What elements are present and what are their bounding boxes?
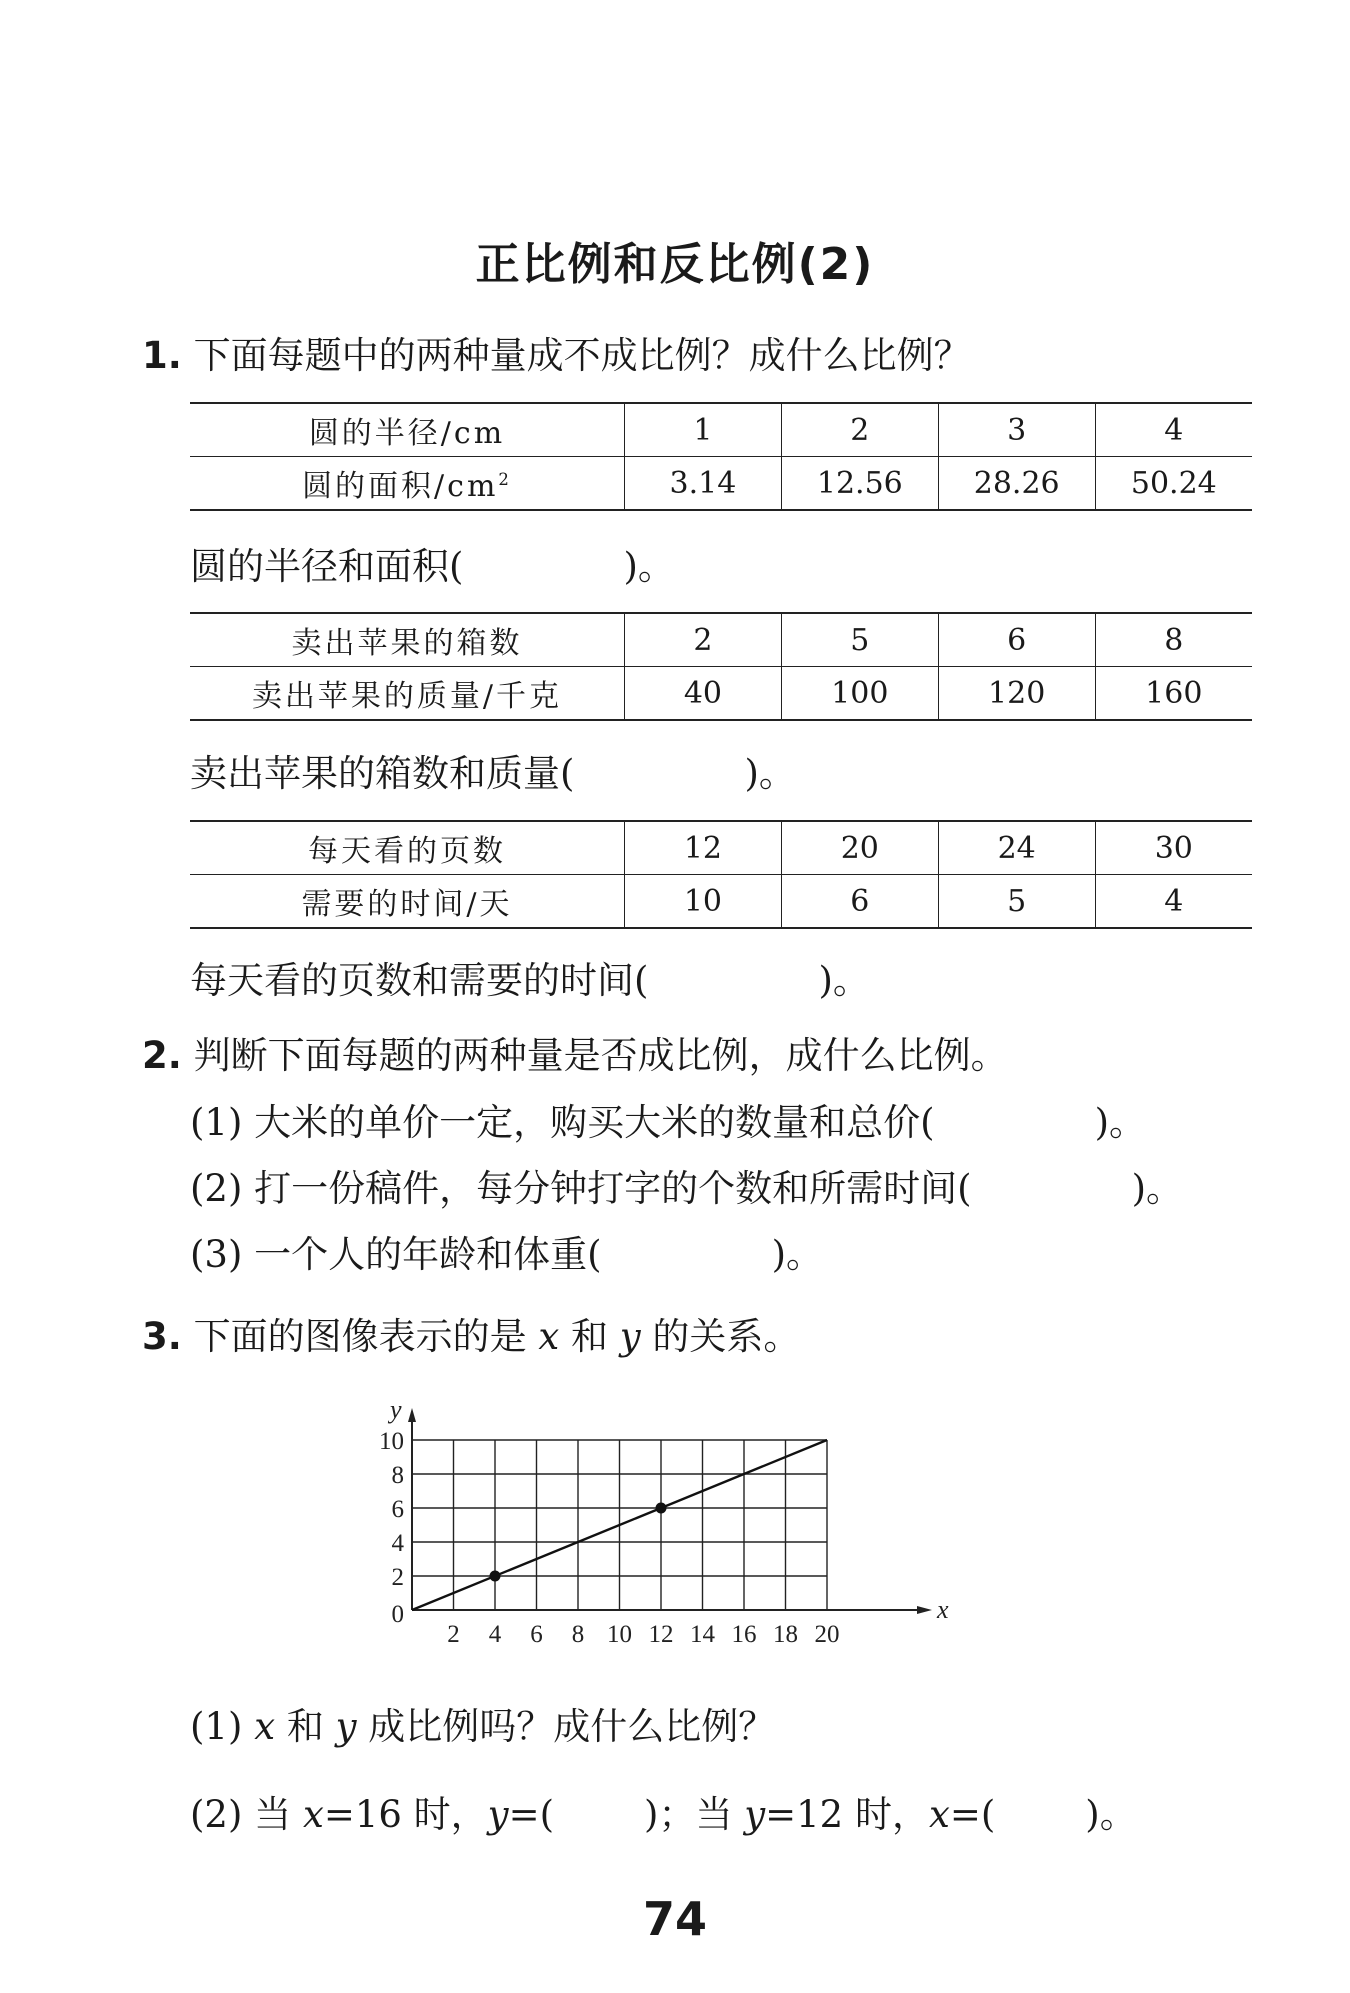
x-tick-label: 8 xyxy=(571,1621,585,1648)
x-tick-label: 18 xyxy=(773,1621,798,1648)
table-cell: 24 xyxy=(938,821,1095,875)
x-tick-label: 12 xyxy=(648,1621,674,1648)
sub-question: 成比例吗？成什么比例？ xyxy=(368,1705,776,1748)
word-and: 和 xyxy=(570,1315,608,1358)
chart-axes xyxy=(408,1408,932,1614)
q2-item-2 xyxy=(190,1158,1183,1212)
question-close: )。 xyxy=(744,752,796,795)
y-axis-label: y xyxy=(390,1395,402,1424)
table-row xyxy=(190,875,1252,929)
y-tick-label: 8 xyxy=(391,1462,404,1489)
y-tick-label: 4 xyxy=(391,1530,404,1557)
origin-label: 0 xyxy=(391,1601,404,1628)
table-cell: 10 xyxy=(625,875,782,929)
superscript: 2 xyxy=(498,470,512,489)
var-y: y xyxy=(744,1793,766,1836)
y-tick-label: 6 xyxy=(391,1496,404,1523)
question-close: )。 xyxy=(1094,1101,1147,1144)
x-tick-label: 16 xyxy=(731,1621,757,1648)
table-cell: 2 xyxy=(781,403,938,457)
row-label: 需要的时间/天 xyxy=(190,875,625,929)
q3-number: 3. xyxy=(142,1315,182,1358)
q2-item-3 xyxy=(190,1224,823,1278)
table-cell: 8 xyxy=(1095,613,1252,667)
q1-prompt-line xyxy=(142,325,971,379)
q1a-answer-line xyxy=(190,536,675,590)
table-cell: 28.26 xyxy=(938,457,1095,511)
x-axis-arrow xyxy=(917,1606,932,1614)
q2-item-1 xyxy=(190,1092,1146,1146)
table-row xyxy=(190,667,1252,721)
sub-text: )；当 xyxy=(644,1793,733,1836)
question-text: 每天看的页数和需要的时间( xyxy=(190,959,649,1002)
var-y: y xyxy=(487,1793,509,1836)
table-cell: 12.56 xyxy=(781,457,938,511)
table-row xyxy=(190,403,1252,457)
q2-number: 2. xyxy=(142,1034,182,1077)
y-axis-arrow xyxy=(408,1408,416,1422)
question-close: )。 xyxy=(818,959,870,1002)
table-cell: 20 xyxy=(781,821,938,875)
table-cell: 5 xyxy=(938,875,1095,929)
table-cell: 6 xyxy=(938,613,1095,667)
data-point xyxy=(490,1571,501,1582)
question-text: 圆的半径和面积( xyxy=(190,545,464,588)
row-label: 圆的半径/cm xyxy=(190,403,625,457)
q1b-answer-line xyxy=(190,743,796,797)
data-point xyxy=(656,1503,667,1514)
q2-prompt-line xyxy=(142,1025,1008,1079)
sub-text: =( xyxy=(949,1793,996,1836)
table-cell: 12 xyxy=(625,821,782,875)
word-and: 和 xyxy=(286,1705,324,1748)
q2-prompt: 判断下面每题的两种量是否成比例，成什么比例。 xyxy=(193,1034,1008,1077)
x-tick-label: 6 xyxy=(530,1621,543,1648)
var-x: x xyxy=(302,1793,324,1836)
sub-text: )。 xyxy=(1085,1793,1137,1836)
x-tick-label: 4 xyxy=(488,1621,502,1648)
table-cell: 160 xyxy=(1095,667,1252,721)
sub-text: (2) 当 xyxy=(190,1793,292,1836)
question-text: (2) 打一份稿件，每分钟打字的个数和所需时间( xyxy=(190,1167,972,1210)
table-cell: 1 xyxy=(625,403,782,457)
row-label: 每天看的页数 xyxy=(190,821,625,875)
row-label: 卖出苹果的质量/千克 xyxy=(190,667,625,721)
x-tick-label: 20 xyxy=(814,1621,840,1648)
x-tick-label: 14 xyxy=(690,1621,715,1648)
q1-number: 1. xyxy=(142,334,182,377)
table-cell: 30 xyxy=(1095,821,1252,875)
q3-prompt-line xyxy=(142,1306,800,1360)
table-cell: 120 xyxy=(938,667,1095,721)
q1c-answer-line xyxy=(190,950,870,1004)
row-label: 卖出苹果的箱数 xyxy=(190,613,625,667)
table-row xyxy=(190,821,1252,875)
x-tick-label: 2 xyxy=(447,1621,460,1648)
q3-prompt-text: 下面的图像表示的是 xyxy=(193,1315,527,1358)
table-cell: 5 xyxy=(781,613,938,667)
var-y: y xyxy=(619,1315,641,1358)
x-axis-label: x xyxy=(937,1595,949,1624)
q3-sub-1 xyxy=(190,1696,775,1750)
table-cell: 100 xyxy=(781,667,938,721)
apple-table xyxy=(190,612,1252,721)
q1-prompt: 下面每题中的两种量成不成比例？成什么比例？ xyxy=(193,334,971,377)
sub-text: =( xyxy=(508,1793,555,1836)
reading-table xyxy=(190,820,1252,929)
var-x: x xyxy=(538,1315,560,1358)
table-cell: 40 xyxy=(625,667,782,721)
sub-number: (1) xyxy=(190,1705,243,1748)
question-close: )。 xyxy=(1131,1167,1184,1210)
var-x: x xyxy=(928,1793,950,1836)
proportion-chart xyxy=(360,1370,1080,1680)
table-cell: 4 xyxy=(1095,875,1252,929)
table-cell: 2 xyxy=(625,613,782,667)
table-cell: 4 xyxy=(1095,403,1252,457)
question-text: (1) 大米的单价一定，购买大米的数量和总价( xyxy=(190,1101,935,1144)
table-cell: 3 xyxy=(938,403,1095,457)
question-close: )。 xyxy=(623,545,675,588)
table-row xyxy=(190,613,1252,667)
x-tick-label: 10 xyxy=(607,1621,632,1648)
question-text: 卖出苹果的箱数和质量( xyxy=(190,752,575,795)
row-label-text: 圆的面积/cm xyxy=(302,469,499,504)
y-tick-label: 10 xyxy=(379,1428,404,1455)
question-close: )。 xyxy=(771,1233,824,1276)
row-label xyxy=(190,457,625,511)
q3-prompt-text-end: 的关系。 xyxy=(652,1315,801,1358)
y-tick-label: 2 xyxy=(391,1564,404,1591)
var-x: x xyxy=(254,1705,276,1748)
table-cell: 50.24 xyxy=(1095,457,1252,511)
var-y: y xyxy=(335,1705,357,1748)
question-text: (3) 一个人的年龄和体重( xyxy=(190,1233,602,1276)
page-title: 正比例和反比例(2) xyxy=(475,239,875,290)
table-cell: 3.14 xyxy=(625,457,782,511)
table-row xyxy=(190,457,1252,511)
page-number: 74 xyxy=(642,1892,707,1946)
q3-sub-2 xyxy=(190,1784,1137,1838)
sub-text: =16 时， xyxy=(323,1793,488,1836)
sub-text: =12 时， xyxy=(765,1793,929,1836)
table-cell: 6 xyxy=(781,875,938,929)
circle-table xyxy=(190,402,1252,511)
